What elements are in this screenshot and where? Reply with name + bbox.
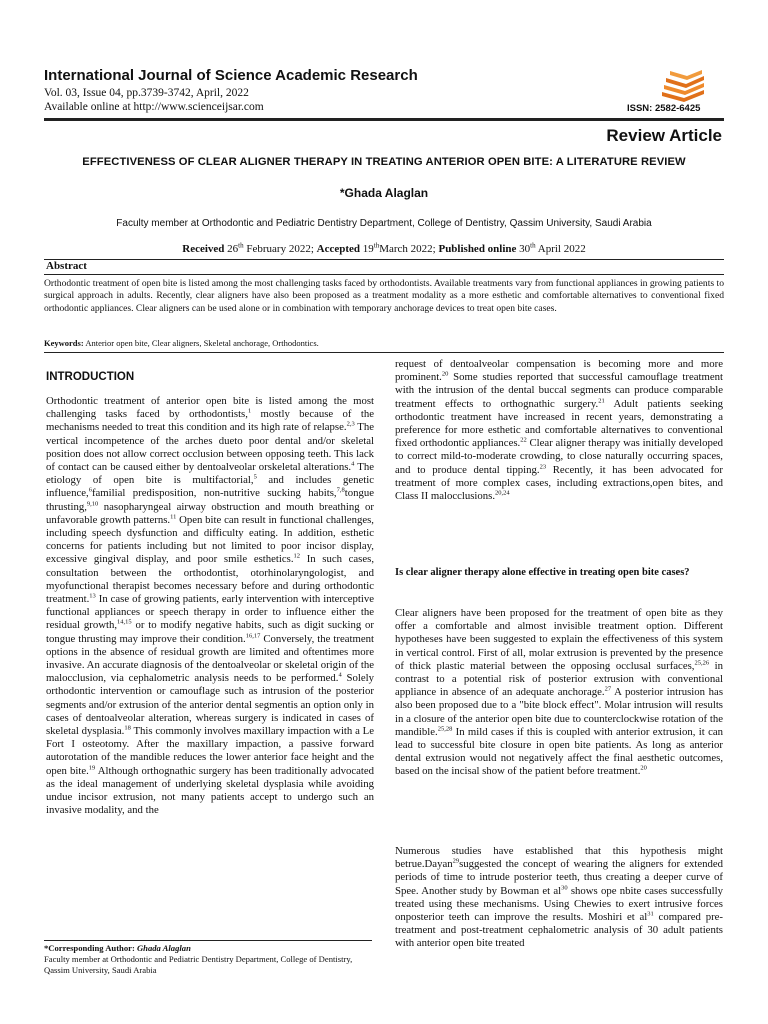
- abstract-rule-top: [44, 259, 724, 260]
- header-divider: [44, 118, 724, 121]
- abstract-rule-mid: [44, 274, 724, 275]
- affiliation: Faculty member at Orthodontic and Pediatric Dentistry Department, College of Dentistry, Qassim University, Saudi Arabia: [116, 218, 652, 229]
- section-body: Clear aligners have been proposed for the treatment of open bite as they offer a comfortable and almost invisible treatment option. Different hypotheses have been suggested to explain the effectiveness of this system in vertical control. First of all, molar extrusion is prevented by the presence of thick plastic material between the opposing occlusal surfaces,$^{25,26}$ in contrast to a potential risk of posterior extrusion with conventional appliance in absence of an adequate anchorage.$^{27}$ A posterior intrusion has also been proposed due to a "bite block effect". Molar intrusion will results in a closure of the anterior open bite due to counterclockwise rotation of the mandible.$^{25,28}$ In mild cases if this is coupled with anterior extrusion, it can lead to successful bite closure in open bite patients. As long as anterior dental extrusion would not negatively affect the final aesthetic outcomes, based on the incisal show of the patient before treatment.$^{20}$: [395, 607, 723, 778]
- volume-info: Vol. 03, Issue 04, pp.3739-3742, April, 2022: [44, 87, 249, 99]
- introduction-body: Orthodontic treatment of anterior open bite is listed among the most challenging tasks faced by orthodontists,$^1$ mostly because of the mechanisms needed to treat this condition and its high rate of relapse.$^{2,3}$ The vertical incompetence of the arches dueto poor dental and/or skeletal position does not allow correct occlusion between opposing teeth. This lack of contact can be caused either by dentoalveolar orskeletal alterations.$^4$ The etiology of open bite is multifactorial,$^5$ and includes genetic influence,$^6$familial predisposition, non-nutritive sucking habits,$^{7,8}$tongue thrusting,$^{9,10}$ nasopharyngeal airway obstruction and mouth breathing or unfavorable growth patterns.$^{11}$ Open bite can result in functional challenges, including speech dysfunction and difficulty eating. In addition, esthetic concerns for patients including but not limited to poor incisor display, excessive gingival display, and poor smile esthetics.$^{12}$ In such cases, consultation between the orthodontist, otorhinolaryngologist, and myofunctional therapist becomes necessary before and during orthodontic treatment.$^{13}$ In case of growing patients, early intervention with interceptive functional appliances or speech therapy in order to influence either the residual growth,$^{14,15}$ or to modify negative habits, such as digit sucking or tongue thrusting may improve their condition.$^{16,17}$ Conversely, the treatment options in the absence of residual growth are limited and oftentimes more invasive. An accurate diagnosis of the dentoalveolar or skeletal origin of the malocclusion, via cephalometric analysis needs to be performed.$^4$ Solely orthodontic intervention or camouflage such as intrusion of the posterior segments and/or extrusion of the anterior dental segmentis an option only in cases of dentoalveolar alteration, whereas surgery is indicated in cases of skeletal dysplasia.$^{18}$ This commonly involves maxillary impaction with a Le Fort I osteotomy. After the maxillary impaction, a passive forward autorotation of the mandible reduces the lower anterior face height and the open bite.$^{19}$ Although orthognathic surgery has been traditionally advocated as the ideal management of underlying skeletal dysplasia while avoiding undue incisor extrusion, not many patients accept to undergo such an invasive modality, and the: [46, 395, 375, 817]
- paper-title: EFFECTIVENESS OF CLEAR ALIGNER THERAPY IN TREATING ANTERIOR OPEN BITE: A LITERATURE REVIEW: [82, 156, 686, 168]
- keywords: Keywords: Anterior open bite, Clear aligners, Skeletal anchorage, Orthodontics.: [44, 338, 319, 348]
- abstract-rule-bottom: [44, 352, 724, 353]
- footnote-rule: [44, 940, 372, 941]
- books-icon: [658, 68, 708, 102]
- journal-title: International Journal of Science Academic Research: [44, 67, 418, 84]
- corresponding-author-footnote: *Corresponding Author: Ghada Alaglan Faculty member at Orthodontic and Pediatric Dentistry Department, College of Dentistry, Qassim University, Saudi Arabia: [44, 943, 353, 975]
- article-dates: Received 26th February 2022; Accepted 19thMarch 2022; Published online 30th April 2022: [182, 241, 586, 255]
- article-type: Review Article: [606, 126, 722, 145]
- abstract-text: Orthodontic treatment of open bite is listed among the most challenging tasks faced by orthodontists. Available treatments vary from functional appliances in growing patients to surgical approach in adults. Recently, clear aligners have also been proposed as a treatment modality as a more esthetic and comfortable alternatives to conventional fixed orthodontic appliances. Clear aligners can be used alone or in combination with temporary anchorage devices to treat open bite cases.: [44, 278, 724, 314]
- author: *Ghada Alaglan: [339, 186, 429, 200]
- abstract-heading: Abstract: [46, 260, 87, 272]
- section-body-continued: Numerous studies have established that this hypothesis might betrue.Dayan$^{29}$suggested the concept of wearing the aligners for extended periods of time to intrude posterior teeth, thus creating a deeper curve of Spee. Another study by Bowman et $al^{30}$ shows ope nbite cases successfully treated using these mechanisms. Using Chewies to exert intrusive forces onposterior teeth can improve the results. Moshiri et $al^{31}$ compared pre-treatment and post-treatment cephalometric analysis of 30 adult patients with anterior open bite treated: [395, 845, 724, 950]
- online-url: Available online at http://www.scienceijsar.com: [44, 101, 264, 113]
- issn: ISSN: 2582-6425: [627, 103, 701, 114]
- section-heading: Is clear aligner therapy alone effective in treating open bite cases?: [395, 567, 690, 578]
- introduction-body-continued: request of dentoalveolar compensation is becoming more and more prominent.$^{20}$ Some studies reported that successful camouflage treatment with the intrusion of the dental buccal segments can produce comparable treatment effects to orthognathic surgery.$^{21}$ Adult patients seeking orthodontic treatment have increased in recent years, demonstrating a preference for more esthetic and comfortable alternatives to conventional fixed orthodontic appliances.$^{22}$ Clear aligner therapy was initially developed to correct mild-to-moderate crowding, to close naturally occurring spaces, and to produce dental tipping.$^{23}$ Recently, it has been advocated for treatment of more complex cases, including extractions,open bites, and Class II malocclusions.$^{20,24}$: [395, 358, 723, 503]
- introduction-heading: INTRODUCTION: [46, 371, 135, 383]
